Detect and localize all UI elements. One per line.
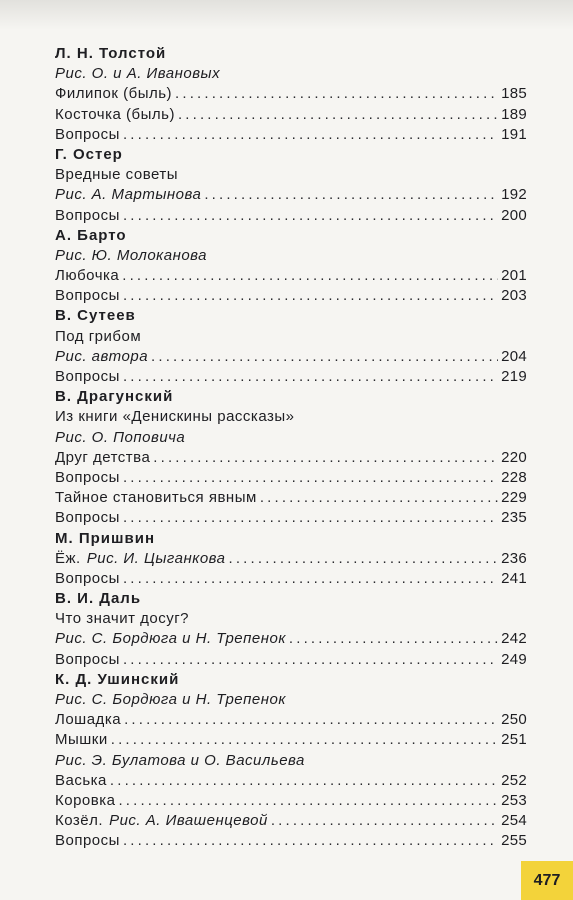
toc-author-heading: В. Сутеев bbox=[55, 307, 136, 325]
toc-entry bbox=[55, 508, 527, 528]
toc-page-number: 192 bbox=[501, 186, 527, 204]
toc-entry-title: Лошадка bbox=[55, 711, 122, 729]
dot-leader bbox=[124, 710, 498, 730]
toc-author-heading: К. Д. Ушинский bbox=[55, 670, 180, 688]
page-top-shadow bbox=[0, 0, 573, 30]
toc-page-number: 203 bbox=[501, 287, 527, 305]
toc-author-heading: Г. Остер bbox=[55, 145, 123, 163]
toc-entry bbox=[55, 811, 527, 831]
toc-page-number: 185 bbox=[501, 85, 527, 103]
toc-page-number: 204 bbox=[501, 347, 527, 365]
toc-entry-illustrator: Рис. А. Ивашенцевой bbox=[109, 812, 268, 830]
toc-entry bbox=[55, 286, 527, 306]
toc-author-heading: А. Барто bbox=[55, 226, 127, 244]
toc-entry bbox=[55, 125, 527, 145]
dot-leader bbox=[175, 84, 498, 104]
toc-page-number: 235 bbox=[501, 509, 527, 527]
toc-entry-illustrator: Рис. автора bbox=[55, 347, 149, 365]
toc-page-number: 229 bbox=[501, 489, 527, 507]
toc-page-number: 253 bbox=[501, 791, 527, 809]
toc-entry bbox=[55, 448, 527, 468]
dot-leader bbox=[204, 185, 498, 205]
dot-leader bbox=[178, 105, 498, 125]
toc-author-heading: В. И. Даль bbox=[55, 590, 142, 608]
toc-entry-title: Васька bbox=[55, 771, 107, 789]
dot-leader bbox=[123, 206, 498, 226]
toc-illustrator-line: Рис. Э. Булатова и О. Васильева bbox=[55, 751, 305, 769]
toc-illustrator-line: Рис. Ю. Молоканова bbox=[55, 246, 208, 264]
toc-work-title: Под грибом bbox=[55, 327, 142, 345]
toc-author-heading: Л. Н. Толстой bbox=[55, 45, 167, 62]
toc-entry bbox=[55, 730, 527, 750]
table-of-contents bbox=[55, 44, 527, 852]
toc-entry bbox=[55, 771, 527, 791]
toc-entry-title: Вопросы bbox=[55, 206, 120, 224]
dot-leader bbox=[123, 650, 498, 670]
toc-page-number: 251 bbox=[501, 731, 527, 749]
toc-entry-title: Вопросы bbox=[55, 569, 120, 587]
toc-entry bbox=[55, 105, 527, 125]
toc-entry bbox=[55, 84, 527, 104]
toc-illustrator-line: Рис. О. и А. Ивановых bbox=[55, 65, 221, 83]
toc-page-number: 191 bbox=[501, 125, 527, 143]
toc-entry bbox=[55, 650, 527, 670]
dot-leader bbox=[122, 266, 498, 286]
toc-page-number: 254 bbox=[501, 812, 527, 830]
toc-entry-illustrator: Рис. А. Мартынова bbox=[55, 186, 202, 204]
toc-page-number: 249 bbox=[501, 650, 527, 668]
dot-leader bbox=[260, 488, 498, 508]
toc-entry-illustrator: Рис. С. Бордюга и Н. Трепенок bbox=[55, 630, 286, 648]
toc-entry-illustrator: Рис. И. Цыганкова bbox=[86, 549, 226, 567]
toc-entry-title: Косточка (быль) bbox=[55, 105, 175, 123]
toc-page-number: 220 bbox=[501, 448, 527, 466]
toc-entry-title: Друг детства bbox=[55, 448, 151, 466]
toc-author-heading: В. Драгунский bbox=[55, 388, 174, 406]
toc-page-number: 189 bbox=[501, 105, 527, 123]
toc-entry bbox=[55, 710, 527, 730]
toc-page-number: 255 bbox=[501, 832, 527, 850]
toc-entry bbox=[55, 468, 527, 488]
toc-entry-title: Филипок (быль) bbox=[55, 85, 173, 103]
toc-entry bbox=[55, 206, 527, 226]
dot-leader bbox=[123, 367, 498, 387]
dot-leader bbox=[229, 549, 499, 569]
dot-leader bbox=[123, 569, 498, 589]
dot-leader bbox=[110, 771, 498, 791]
toc-page-number: 252 bbox=[501, 771, 527, 789]
page-number-badge: 477 bbox=[521, 861, 573, 900]
toc-entry bbox=[55, 347, 527, 367]
toc-entry-title: Козёл. bbox=[55, 812, 104, 830]
toc-entry-title: Вопросы bbox=[55, 509, 120, 527]
toc-entry-title: Вопросы bbox=[55, 287, 120, 305]
dot-leader bbox=[151, 347, 498, 367]
dot-leader bbox=[118, 791, 498, 811]
toc-entry-title: Вопросы bbox=[55, 368, 120, 385]
toc-entry bbox=[55, 629, 527, 649]
toc-entry bbox=[55, 488, 527, 508]
toc-work-title: Вредные советы bbox=[55, 166, 178, 184]
toc-entry bbox=[55, 831, 527, 851]
toc-entry-title: Коровка bbox=[55, 791, 116, 809]
toc-page-number: 219 bbox=[501, 368, 527, 385]
toc-entry-title: Ёж. bbox=[55, 549, 81, 567]
toc-entry-title: Вопросы bbox=[55, 650, 120, 668]
toc-page-number: 236 bbox=[501, 549, 527, 567]
toc-entry bbox=[55, 569, 527, 589]
dot-leader bbox=[123, 831, 498, 851]
toc-page-number: 201 bbox=[501, 267, 527, 285]
toc-page-number: 241 bbox=[501, 569, 527, 587]
toc-author-heading: М. Пришвин bbox=[55, 529, 155, 547]
toc-entry bbox=[55, 549, 527, 569]
dot-leader bbox=[123, 125, 498, 145]
dot-leader bbox=[153, 448, 498, 468]
toc-page-number: 242 bbox=[501, 630, 527, 648]
toc-entry-title: Любочка bbox=[55, 267, 120, 285]
toc-entry bbox=[55, 791, 527, 811]
toc-page-number: 200 bbox=[501, 206, 527, 224]
toc-illustrator-line: Рис. О. Поповича bbox=[55, 428, 186, 446]
toc-entry-title: Вопросы bbox=[55, 468, 120, 486]
dot-leader bbox=[271, 811, 498, 831]
toc-entry-title: Вопросы bbox=[55, 832, 120, 850]
dot-leader bbox=[123, 286, 498, 306]
toc-illustrator-line: Рис. С. Бордюга и Н. Трепенок bbox=[55, 691, 286, 708]
toc-entry-title: Мышки bbox=[55, 731, 108, 749]
toc-page-number: 250 bbox=[501, 711, 527, 729]
toc-entry-title: Тайное становиться явным bbox=[55, 489, 257, 507]
toc-entry bbox=[55, 266, 527, 286]
toc-page-number: 228 bbox=[501, 468, 527, 486]
dot-leader bbox=[123, 468, 498, 488]
toc-work-title: Из книги «Денискины рассказы» bbox=[55, 408, 295, 426]
toc-entry bbox=[55, 367, 527, 387]
dot-leader bbox=[111, 730, 498, 750]
dot-leader bbox=[289, 629, 498, 649]
toc-work-title: Что значит досуг? bbox=[55, 610, 190, 628]
toc-entry-title: Вопросы bbox=[55, 125, 120, 143]
dot-leader bbox=[123, 508, 498, 528]
toc-entry bbox=[55, 185, 527, 205]
